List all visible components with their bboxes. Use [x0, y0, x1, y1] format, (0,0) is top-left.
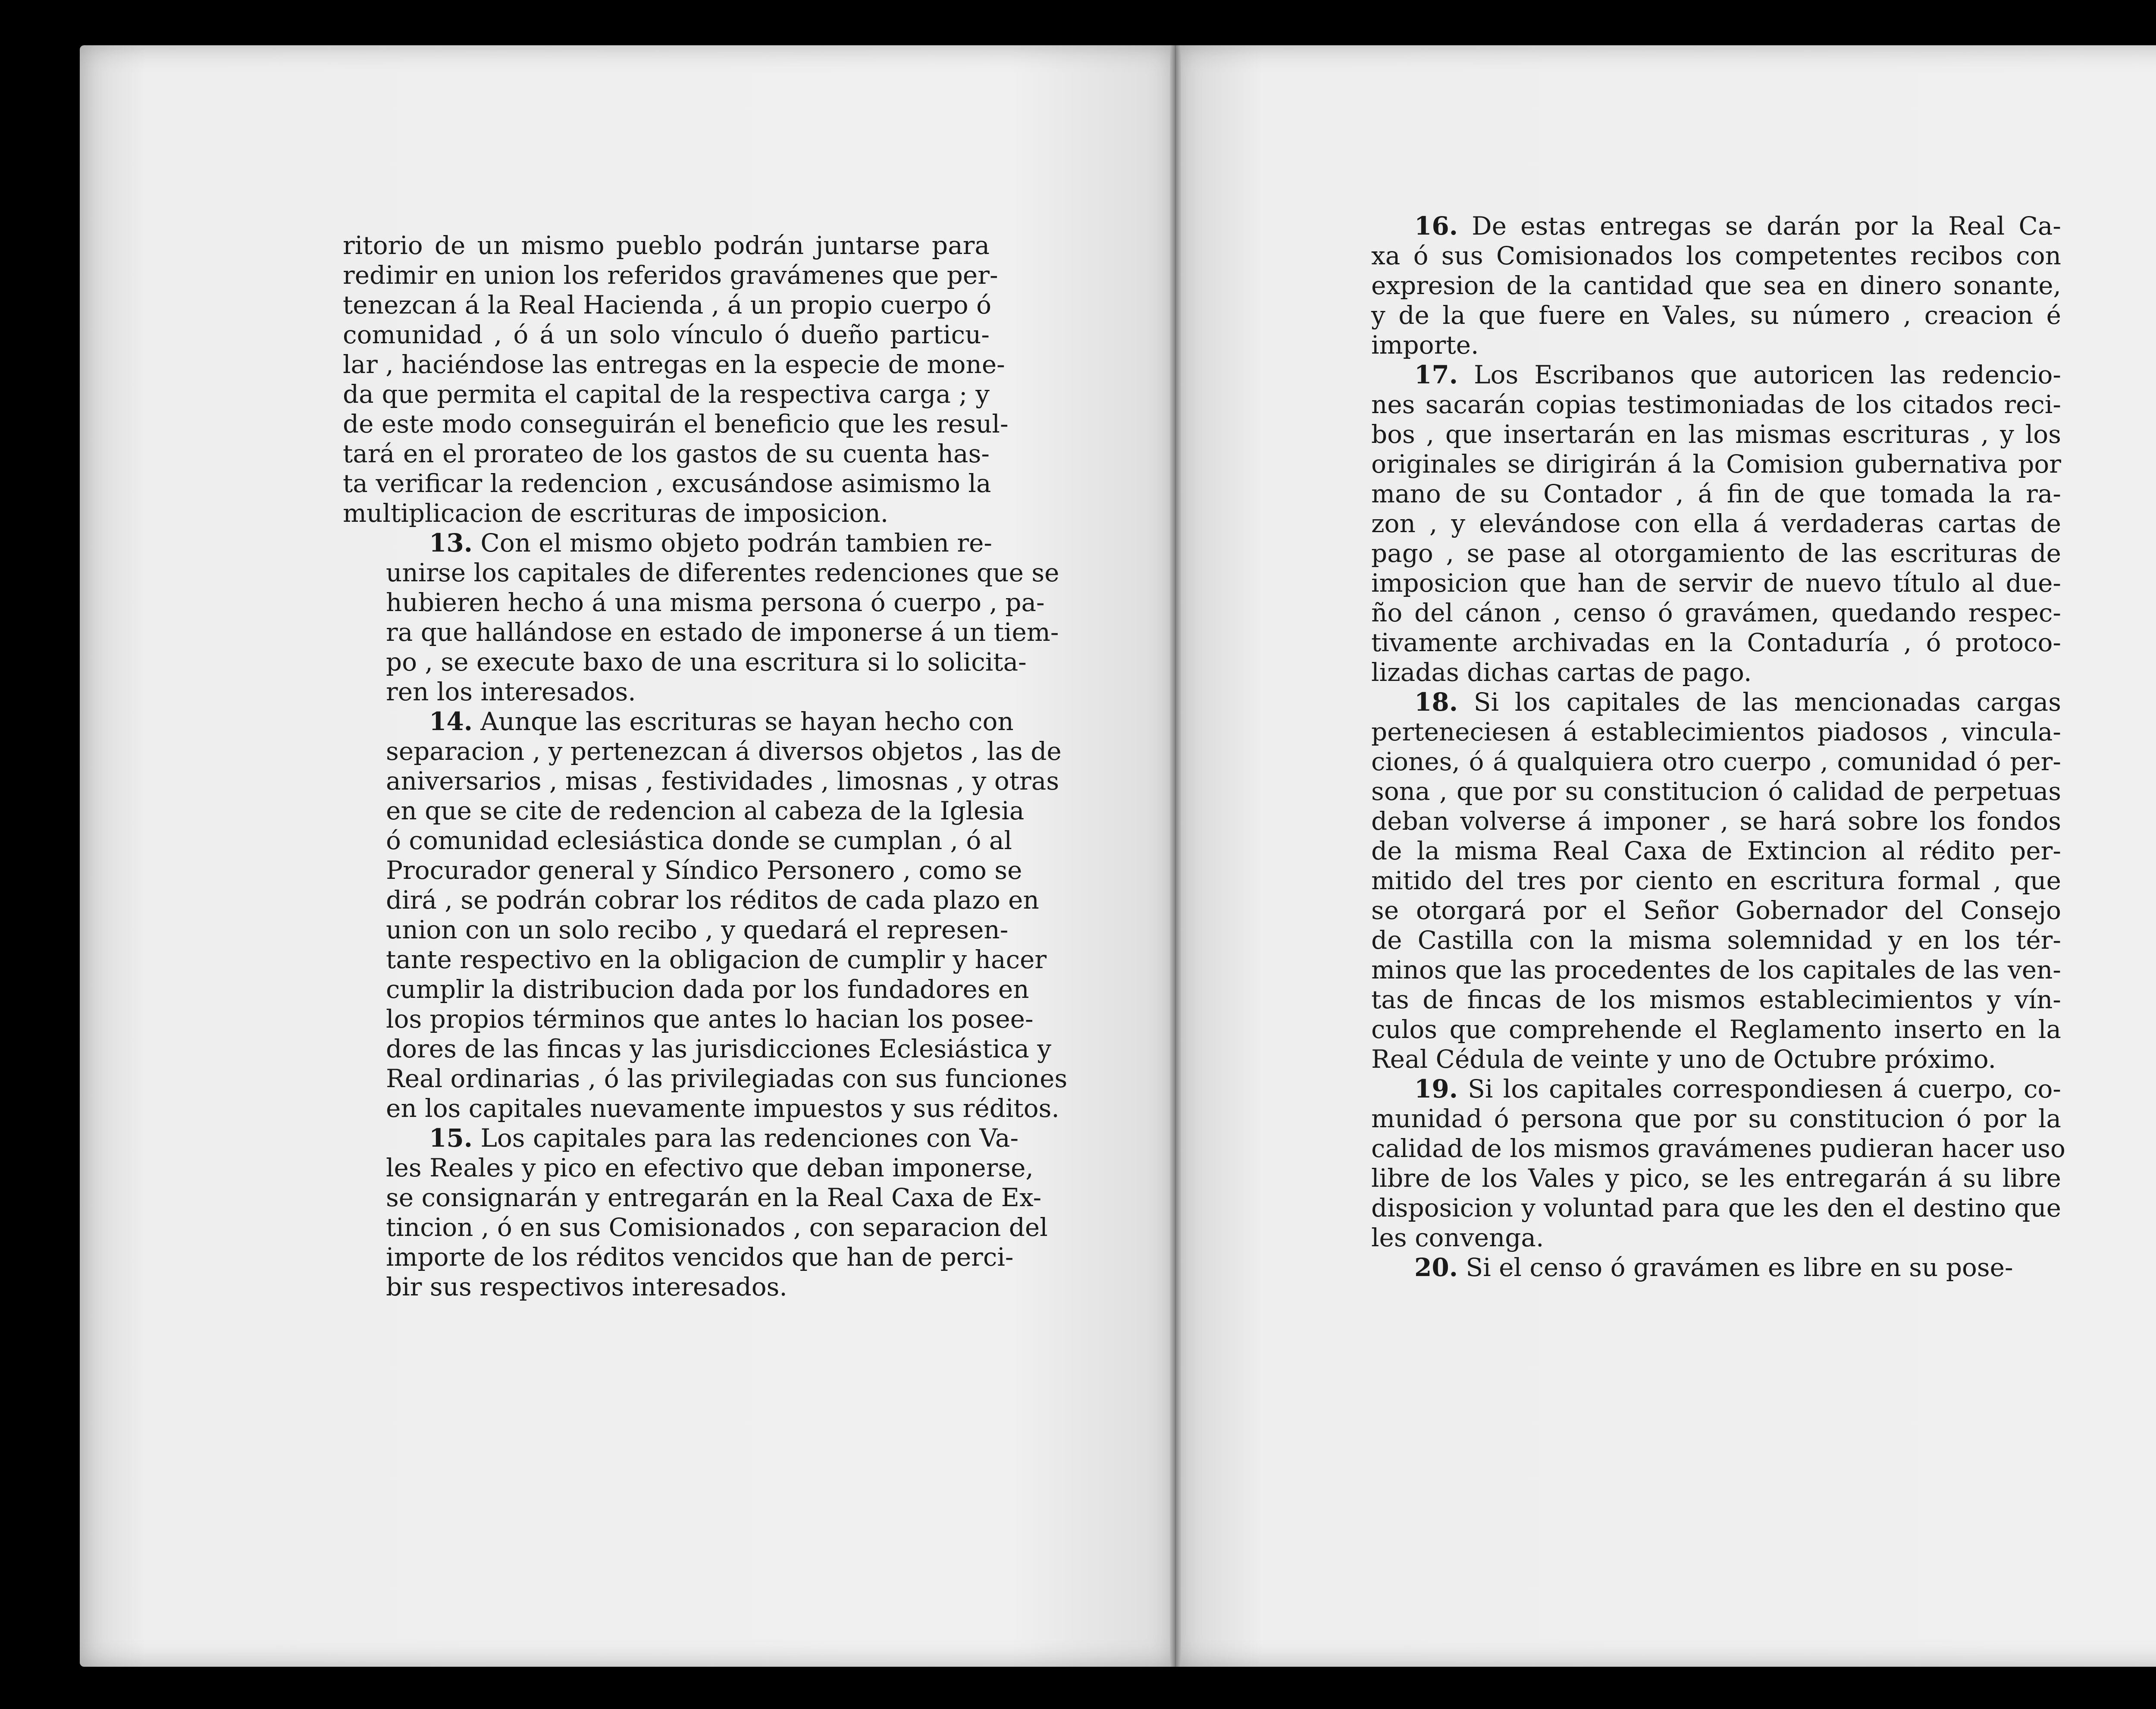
line-text: minos que las procedentes de los capitales de las ven-: [1371, 955, 2061, 985]
line-text: dirá , se podrán cobrar los réditos de cada plazo en: [386, 885, 1039, 915]
text-line: [343, 350, 1005, 379]
text-line: [343, 856, 1022, 885]
line-text: importe de los réditos vencidos que han de perci-: [386, 1242, 1014, 1272]
text-line: [1328, 1074, 2061, 1104]
text-line: [1328, 658, 2061, 687]
line-text: zon , y elevándose con ella á verdaderas cartas de: [1371, 509, 2061, 538]
text-line: [343, 1004, 1034, 1034]
line-text: multiplicacion de escrituras de imposicion.: [343, 499, 889, 528]
text-line: [1328, 1044, 2061, 1074]
line-text: lar , haciéndose las entregas en la especie de mone-: [343, 350, 1005, 379]
paragraph-number: 18.: [1414, 687, 1458, 717]
text-line: [1328, 1015, 2061, 1044]
line-text: de la misma Real Caxa de Extincion al rédito per-: [1371, 836, 2061, 865]
line-text: se consignarán y entregarán en la Real Caxa de Ex-: [386, 1183, 1042, 1212]
line-text: tenezcan á la Real Hacienda , á un propio cuerpo ó: [343, 290, 992, 320]
line-text: deban volverse á imponer , se hará sobre los fondos: [1371, 806, 2061, 836]
text-line: [1328, 628, 2061, 658]
text-line: [343, 1153, 1034, 1183]
text-line: [1328, 1134, 2065, 1163]
text-line: [1328, 717, 2061, 747]
line-text: Real ordinarias , ó las privilegiadas con sus funciones: [386, 1064, 1068, 1093]
line-text: y de la que fuere en Vales, su número , creacion é: [1371, 301, 2061, 330]
line-text: sona , que por su constitucion ó calidad de perpetuas: [1371, 777, 2061, 806]
line-text: les convenga.: [1371, 1223, 1544, 1252]
text-line: [343, 945, 1047, 975]
text-line: [343, 588, 1045, 618]
paragraph-number: 15.: [429, 1123, 473, 1153]
text-line: [1328, 271, 2061, 301]
line-text: munidad ó persona que por su constitucion ó por la: [1371, 1104, 2061, 1133]
line-text: cumplir la distribucion dada por los fundadores en: [386, 975, 1029, 1004]
paragraph: [343, 528, 1059, 707]
text-line: [343, 1213, 1048, 1242]
line-text: mano de su Contador , á fin de que tomada la ra-: [1371, 479, 2061, 508]
line-text: ren los interesados.: [386, 677, 636, 706]
line-text: de Castilla con la misma solemnidad y en los tér-: [1371, 925, 2061, 955]
text-line: [1328, 896, 2061, 925]
line-text: les Reales y pico en efectivo que deban imponerse,: [386, 1153, 1034, 1182]
text-line: [1328, 390, 2061, 420]
line-text: mitido del tres por ciento en escritura formal , que: [1371, 866, 2061, 895]
text-line: [343, 766, 1059, 796]
text-line: [1328, 687, 2061, 717]
text-line: [1328, 598, 2061, 628]
line-text: Los Escribanos que autoricen las redencio-: [1474, 360, 2062, 389]
text-line: [343, 737, 1062, 766]
line-text: union con un solo recibo , y quedará el represen-: [386, 915, 1009, 944]
text-line: [343, 677, 990, 707]
text-line: [343, 409, 1009, 439]
text-line: [343, 707, 1014, 737]
line-text: de este modo conseguirán el beneficio que les resul-: [343, 409, 1009, 439]
text-line: [343, 469, 990, 499]
text-line: [343, 1123, 1019, 1153]
line-text: da que permita el capital de la respectiva carga ; y: [343, 379, 990, 409]
paragraph: [1328, 1253, 2061, 1283]
text-line: [1328, 747, 2061, 777]
line-text: separacion , y pertenezcan á diversos objetos , las de: [386, 737, 1062, 766]
line-text: bos , que insertarán en las mismas escrituras , y los: [1371, 420, 2061, 449]
text-line: [1328, 1163, 2061, 1193]
paragraph: [1328, 1074, 2065, 1253]
line-text: ritorio de un mismo pueblo podrán juntarse para: [343, 231, 990, 260]
left-page: [80, 45, 1175, 1667]
paragraph: [343, 1123, 1048, 1302]
line-text: nes sacarán copias testimoniadas de los citados reci-: [1371, 390, 2061, 419]
paragraph-number: 19.: [1414, 1074, 1458, 1104]
paragraph-number: 13.: [429, 528, 473, 558]
text-line: [343, 320, 990, 350]
right-page: [1175, 45, 2156, 1667]
line-text: calidad de los mismos gravámenes pudieran hacer uso: [1371, 1134, 2065, 1163]
text-line: [1328, 241, 2061, 271]
paragraph: [343, 231, 1009, 528]
text-line: [343, 1183, 1042, 1213]
text-line: [343, 558, 1059, 588]
text-line: [343, 1272, 990, 1302]
text-line: [1328, 985, 2061, 1015]
text-line: [343, 975, 1029, 1004]
line-text: Real Cédula de veinte y uno de Octubre próximo.: [1371, 1044, 1996, 1074]
text-line: [343, 499, 990, 528]
line-text: libre de los Vales y pico, se les entregarán á su libre: [1371, 1163, 2061, 1193]
text-line: [1328, 836, 2061, 866]
line-text: aniversarios , misas , festividades , limosnas , y otras: [386, 766, 1059, 796]
line-text: pago , se pase al otorgamiento de las escrituras de: [1371, 539, 2061, 568]
line-text: hubieren hecho á una misma persona ó cuerpo , pa-: [386, 588, 1045, 617]
text-line: [343, 290, 990, 320]
line-text: originales se dirigirán á la Comision gubernativa por: [1371, 449, 2061, 479]
line-text: tas de fincas de los mismos establecimientos y vín-: [1371, 985, 2061, 1014]
text-line: [343, 1034, 1052, 1064]
line-text: Si los capitales de las mencionadas cargas: [1473, 687, 2061, 717]
line-text: redimir en union los referidos gravámenes que per-: [343, 260, 998, 290]
line-text: Si el censo ó gravámen es libre en su pose-: [1466, 1253, 2013, 1282]
line-text: imposicion que han de servir de nuevo título al due-: [1371, 568, 2061, 598]
text-line: [1328, 420, 2061, 449]
text-line: [1328, 1223, 2061, 1253]
line-text: dores de las fincas y las jurisdicciones Eclesiástica y: [386, 1034, 1052, 1063]
book-gutter: [1170, 45, 1181, 1667]
text-line: [1328, 211, 2061, 241]
paragraph: [1328, 360, 2061, 687]
line-text: De estas entregas se darán por la Real Ca-: [1472, 211, 2062, 241]
right-page-text: [1328, 211, 2065, 1283]
text-line: [1328, 330, 2061, 360]
line-text: ño del cánon , censo ó gravámen, quedando respec-: [1371, 598, 2061, 627]
line-text: importe.: [1371, 330, 1479, 360]
text-line: [1328, 509, 2061, 539]
line-text: ó comunidad eclesiástica donde se cumplan , ó al: [386, 826, 1012, 855]
paragraph-number: 20.: [1414, 1253, 1458, 1282]
paragraph-number: 16.: [1414, 211, 1458, 241]
line-text: tincion , ó en sus Comisionados , con separacion del: [386, 1213, 1048, 1242]
text-line: [343, 885, 1039, 915]
line-text: lizadas dichas cartas de pago.: [1371, 658, 1752, 687]
text-line: [1328, 1253, 2061, 1283]
line-text: Con el mismo objeto podrán tambien re-: [480, 528, 993, 558]
text-line: [1328, 925, 2061, 955]
text-line: [1328, 360, 2061, 390]
line-text: se otorgará por el Señor Gobernador del Consejo: [1371, 896, 2061, 925]
line-text: Procurador general y Síndico Personero , como se: [386, 856, 1022, 885]
text-line: [343, 528, 993, 558]
paragraph: [1328, 211, 2061, 360]
paragraph: [1328, 687, 2061, 1074]
line-text: en los capitales nuevamente impuestos y sus réditos.: [386, 1094, 1059, 1123]
paragraph: [343, 707, 1068, 1123]
text-line: [1328, 806, 2061, 836]
text-line: [1328, 1193, 2061, 1223]
line-text: culos que comprehende el Reglamento inserto en la: [1371, 1015, 2061, 1044]
text-line: [1328, 1104, 2061, 1134]
line-text: tará en el prorateo de los gastos de su cuenta has-: [343, 439, 990, 468]
text-line: [343, 826, 1012, 856]
text-line: [343, 379, 990, 409]
line-text: xa ó sus Comisionados los competentes recibos con: [1371, 241, 2061, 270]
text-line: [1328, 955, 2061, 985]
line-text: en que se cite de redencion al cabeza de la Iglesia: [386, 796, 1025, 825]
line-text: expresion de la cantidad que sea en dinero sonante,: [1371, 271, 2061, 300]
text-line: [343, 915, 1009, 945]
text-line: [343, 260, 998, 290]
line-text: comunidad , ó á un solo vínculo ó dueño particu-: [343, 320, 990, 349]
text-line: [1328, 449, 2061, 479]
line-text: bir sus respectivos interesados.: [386, 1272, 787, 1301]
open-book: [80, 45, 2156, 1667]
line-text: tante respectivo en la obligacion de cumplir y hacer: [386, 945, 1047, 974]
line-text: los propios términos que antes lo hacian los posee-: [386, 1004, 1034, 1034]
left-page-text: [343, 231, 1068, 1302]
line-text: Los capitales para las redenciones con Va-: [480, 1123, 1019, 1153]
line-text: po , se execute baxo de una escritura si lo solicita-: [386, 647, 1027, 677]
paragraph-number: 17.: [1414, 360, 1458, 389]
line-text: ciones, ó á qualquiera otro cuerpo , comunidad ó per-: [1371, 747, 2061, 776]
text-line: [343, 1242, 1014, 1272]
text-line: [1328, 479, 2061, 509]
text-line: [343, 647, 1027, 677]
text-line: [343, 796, 1025, 826]
text-line: [343, 1064, 1068, 1094]
text-line: [1328, 539, 2061, 568]
line-text: perteneciesen á establecimientos piadosos , vincula-: [1371, 717, 2061, 746]
paragraph-number: 14.: [429, 707, 473, 736]
line-text: tivamente archivadas en la Contaduría , ó protoco-: [1371, 628, 2061, 657]
text-line: [343, 231, 990, 260]
text-line: [343, 439, 990, 469]
text-line: [1328, 866, 2061, 896]
line-text: unirse los capitales de diferentes redenciones que se: [386, 558, 1059, 587]
text-line: [1328, 777, 2061, 806]
text-line: [343, 618, 1059, 647]
line-text: Aunque las escrituras se hayan hecho con: [480, 707, 1014, 736]
text-line: [343, 1094, 1059, 1123]
line-text: ta verificar la redencion , excusándose asimismo la: [343, 469, 991, 498]
line-text: disposicion y voluntad para que les den el destino que: [1371, 1193, 2061, 1223]
text-line: [1328, 301, 2061, 330]
text-line: [1328, 568, 2061, 598]
line-text: Si los capitales correspondiesen á cuerpo, co-: [1468, 1074, 2062, 1104]
line-text: ra que hallándose en estado de imponerse á un tiem-: [386, 618, 1059, 647]
